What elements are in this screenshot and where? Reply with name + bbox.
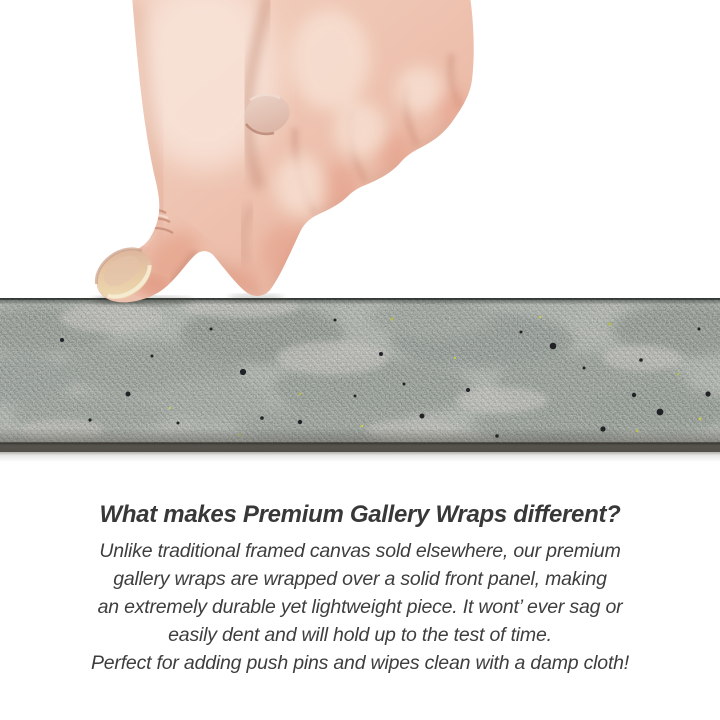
headline: What makes Premium Gallery Wraps different?	[99, 501, 621, 528]
canvas-edge-photo	[0, 298, 720, 452]
body-line: Perfect for adding push pins and wipes clean with a damp cloth!	[90, 652, 630, 674]
body-line: an extremely durable yet lightweight piece. It wont’ ever sag or	[97, 596, 623, 618]
canvas-edge-art	[0, 298, 720, 452]
hand-photo	[0, 0, 720, 310]
body-line: easily dent and will hold up to the test of time.	[168, 624, 552, 646]
body-line: Unlike traditional framed canvas sold elsewhere, our premium	[99, 540, 621, 562]
marketing-copy	[0, 500, 720, 677]
body-line: gallery wraps are wrapped over a solid front panel, making	[113, 568, 607, 590]
canvas-shadow	[0, 452, 720, 462]
